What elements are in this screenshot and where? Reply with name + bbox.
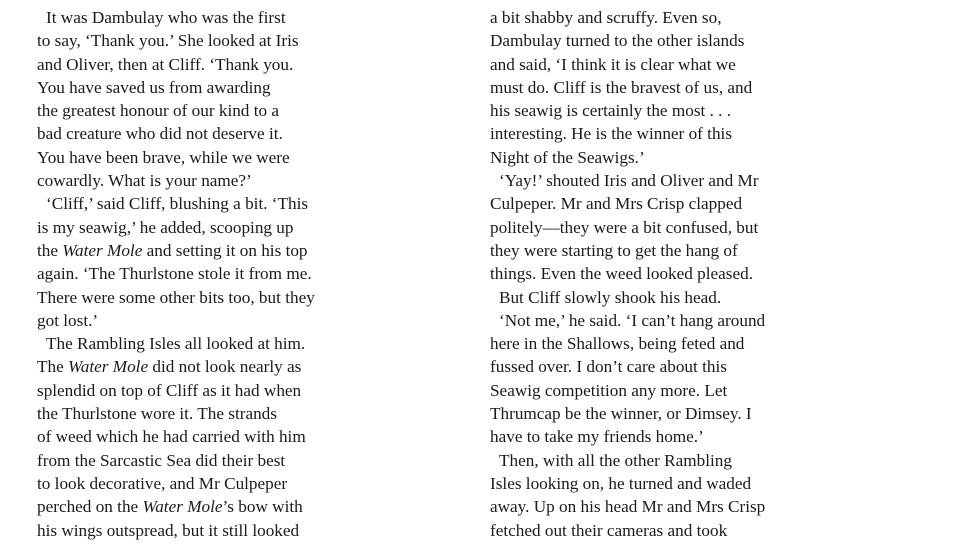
text-span: the bbox=[37, 240, 63, 260]
italic-text: Water Mole bbox=[68, 357, 149, 377]
text-span: and Oliver, then at Cliff. ‘Thank you. bbox=[37, 54, 294, 74]
text-line bbox=[37, 286, 457, 309]
text-line bbox=[490, 472, 930, 495]
text-line bbox=[37, 519, 457, 542]
text-span: Seawig competition any more. Let bbox=[490, 380, 728, 400]
text-span: Night of the Seawigs.’ bbox=[490, 147, 645, 167]
text-line bbox=[37, 122, 457, 145]
text-line bbox=[37, 192, 457, 215]
text-line bbox=[37, 495, 457, 518]
text-span: You have saved us from awarding bbox=[37, 77, 271, 97]
text-span: to say, ‘Thank you.’ She looked at Iris bbox=[37, 31, 299, 51]
text-span: Isles looking on, he turned and waded bbox=[490, 473, 752, 493]
text-line bbox=[37, 216, 457, 239]
text-line bbox=[490, 169, 930, 192]
text-span: There were some other bits too, but they bbox=[37, 287, 315, 307]
text-span: politely—they were a bit confused, but bbox=[490, 217, 759, 237]
text-span: have to take my friends home.’ bbox=[490, 427, 704, 447]
text-span: The bbox=[37, 357, 69, 377]
text-line bbox=[490, 216, 930, 239]
text-line bbox=[490, 239, 930, 262]
text-span: It was Dambulay who was the first bbox=[46, 8, 286, 27]
text-line bbox=[490, 99, 930, 122]
text-line bbox=[490, 122, 930, 145]
text-span: is my seawig,’ he added, scooping up bbox=[37, 217, 294, 237]
text-span: Dambulay turned to the other islands bbox=[490, 31, 745, 51]
text-span: of weed which he had carried with him bbox=[37, 427, 306, 447]
text-span: Culpeper. Mr and Mrs Crisp clapped bbox=[490, 194, 743, 214]
text-span: ‘Not me,’ he said. ‘I can’t hang around bbox=[499, 310, 766, 330]
text-span: fetched out their cameras and took bbox=[490, 520, 728, 540]
text-line bbox=[37, 239, 457, 262]
text-line bbox=[490, 309, 930, 332]
text-span: the Thurlstone wore it. The strands bbox=[37, 404, 277, 424]
text-line bbox=[490, 379, 930, 402]
text-span: ’s bow with bbox=[222, 497, 303, 517]
text-span: interesting. He is the winner of this bbox=[490, 124, 733, 144]
text-span: must do. Cliff is the bravest of us, and bbox=[490, 77, 753, 97]
text-span: his wings outspread, but it still looked bbox=[37, 520, 300, 540]
text-line bbox=[37, 29, 457, 52]
text-line bbox=[37, 6, 457, 29]
text-line bbox=[490, 53, 930, 76]
text-line bbox=[37, 402, 457, 425]
italic-text: Water Mole bbox=[142, 497, 223, 517]
text-line bbox=[490, 286, 930, 309]
text-span: again. ‘The Thurlstone stole it from me. bbox=[37, 264, 312, 284]
right-text-column bbox=[490, 6, 930, 542]
text-span: away. Up on his head Mr and Mrs Crisp bbox=[490, 497, 766, 517]
text-line bbox=[490, 519, 930, 542]
text-line bbox=[37, 355, 457, 378]
text-line bbox=[37, 53, 457, 76]
left-text-column bbox=[37, 6, 457, 542]
italic-text: Water Mole bbox=[62, 240, 143, 260]
text-span: and setting it on his top bbox=[142, 240, 308, 260]
text-line bbox=[37, 472, 457, 495]
text-line bbox=[490, 332, 930, 355]
text-span: a bit shabby and scruffy. Even so, bbox=[490, 8, 722, 27]
text-line bbox=[37, 425, 457, 448]
text-line bbox=[490, 29, 930, 52]
text-span: You have been brave, while we were bbox=[37, 147, 290, 167]
text-span: The Rambling Isles all looked at him. bbox=[46, 334, 306, 354]
text-span: Thrumcap be the winner, or Dimsey. I bbox=[490, 404, 752, 424]
text-line bbox=[490, 262, 930, 285]
text-span: fussed over. I don’t care about this bbox=[490, 357, 727, 377]
text-span: to look decorative, and Mr Culpeper bbox=[37, 473, 288, 493]
text-span: splendid on top of Cliff as it had when bbox=[37, 380, 302, 400]
text-line bbox=[37, 379, 457, 402]
text-line bbox=[490, 402, 930, 425]
text-span: things. Even the weed looked pleased. bbox=[490, 264, 753, 284]
text-span: got lost.’ bbox=[37, 310, 99, 330]
text-line bbox=[490, 449, 930, 472]
text-line bbox=[490, 6, 930, 29]
text-span: did not look nearly as bbox=[148, 357, 302, 377]
text-line bbox=[490, 76, 930, 99]
text-line bbox=[490, 425, 930, 448]
text-span: the greatest honour of our kind to a bbox=[37, 101, 279, 121]
text-span: perched on the bbox=[37, 497, 143, 517]
text-line bbox=[37, 332, 457, 355]
text-span: Then, with all the other Rambling bbox=[499, 450, 732, 470]
text-span: they were starting to get the hang of bbox=[490, 240, 738, 260]
text-line bbox=[37, 449, 457, 472]
text-line bbox=[37, 309, 457, 332]
text-line bbox=[37, 169, 457, 192]
text-line bbox=[37, 99, 457, 122]
text-span: ‘Yay!’ shouted Iris and Oliver and Mr bbox=[499, 171, 759, 191]
text-line bbox=[490, 146, 930, 169]
text-line bbox=[490, 355, 930, 378]
text-span: and said, ‘I think it is clear what we bbox=[490, 54, 736, 74]
text-span: But Cliff slowly shook his head. bbox=[499, 287, 722, 307]
text-span: here in the Shallows, being feted and bbox=[490, 334, 745, 354]
text-line bbox=[37, 262, 457, 285]
text-span: his seawig is certainly the most . . . bbox=[490, 101, 732, 121]
text-span: cowardly. What is your name?’ bbox=[37, 171, 252, 191]
text-line bbox=[490, 495, 930, 518]
text-line bbox=[490, 192, 930, 215]
text-span: from the Sarcastic Sea did their best bbox=[37, 450, 286, 470]
text-span: bad creature who did not deserve it. bbox=[37, 124, 283, 144]
text-span: ‘Cliff,’ said Cliff, blushing a bit. ‘This bbox=[46, 194, 309, 214]
text-line bbox=[37, 146, 457, 169]
text-line bbox=[37, 76, 457, 99]
